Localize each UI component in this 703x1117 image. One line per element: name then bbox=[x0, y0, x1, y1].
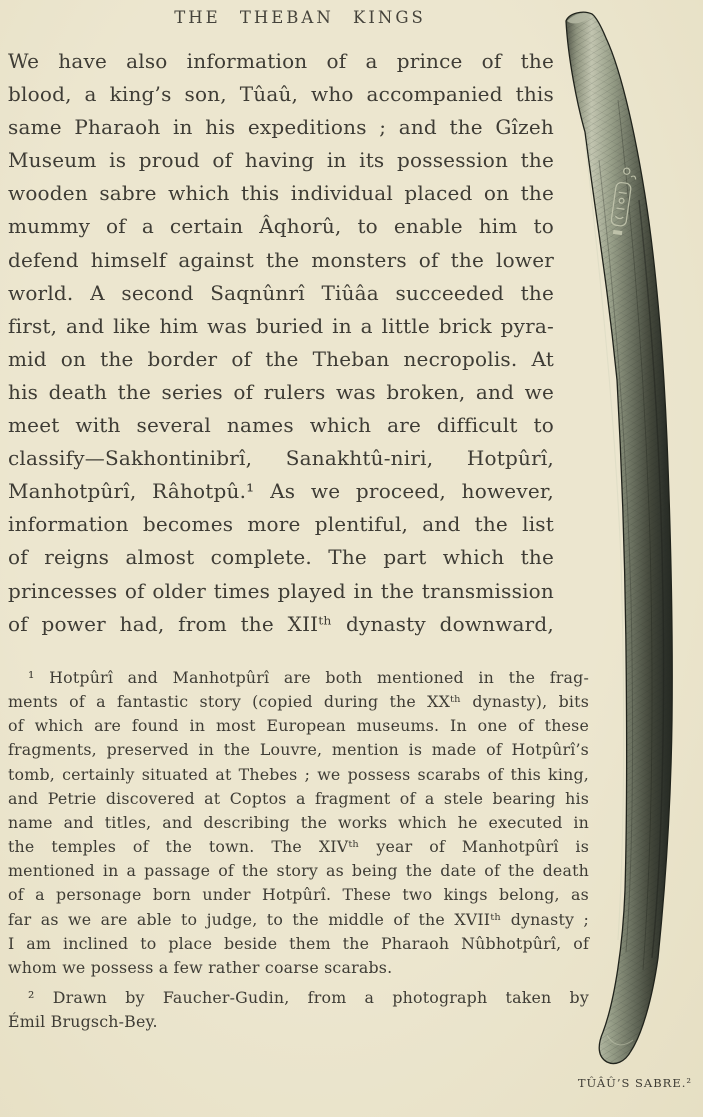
text-line: tomb, certainly situated at Thebes ; we possess scarabs of this king, bbox=[8, 764, 589, 784]
text-line: classify—Sakhontinibrî, Sanakhtû-niri, Hotpûrî, bbox=[8, 446, 554, 471]
text-line: first, and like him was buried in a little brick pyra- bbox=[8, 313, 554, 338]
footnote-2 bbox=[8, 986, 589, 1034]
text-line: mid on the border of the Theban necropolis. At bbox=[8, 346, 554, 371]
body-text bbox=[8, 45, 554, 641]
text-line: meet with several names which are difficult to bbox=[8, 413, 554, 438]
text-line: I am inclined to place beside them the Pharaoh Nûbhotpûrî, of bbox=[8, 933, 589, 953]
text-line: of a personage born under Hotpûrî. These two kings belong, as bbox=[8, 885, 589, 905]
text-line: name and titles, and describing the works which he executed in bbox=[8, 812, 589, 832]
text-line: fragments, preserved in the Louvre, mention is made of Hotpûrî’s bbox=[8, 740, 589, 760]
text-line: far as we are able to judge, to the middle of the XVIIᵗʰ dynasty ; bbox=[8, 909, 589, 929]
text-line: princesses of older times played in the transmission bbox=[8, 578, 554, 603]
text-line: Manhotpûrî, Râhotpû.¹ As we proceed, however, bbox=[8, 479, 554, 504]
text-line: We have also information of a prince of the bbox=[8, 49, 554, 73]
text-line: his death the series of rulers was broken, and we bbox=[8, 379, 554, 404]
text-line: the temples of the town. The XIVᵗʰ year of Manhotpûrî is bbox=[8, 837, 589, 857]
text-line: of which are found in most European museums. In one of these bbox=[8, 716, 589, 736]
text-line: information becomes more plentiful, and the list bbox=[8, 512, 554, 537]
text-line: defend himself against the monsters of the lower bbox=[8, 247, 554, 272]
text-line: blood, a king’s son, Tûaû, who accompanied this bbox=[8, 82, 554, 107]
text-line: same Pharaoh in his expeditions ; and the Gîzeh bbox=[8, 115, 554, 140]
text-line: of power had, from the XIIᵗʰ dynasty downward, bbox=[8, 611, 554, 636]
footnote-1 bbox=[8, 666, 589, 980]
text-line: ments of a fantastic story (copied during the XXᵗʰ dynasty), bits bbox=[8, 692, 589, 712]
text-line: ² Drawn by Faucher-Gudin, from a photograph taken by bbox=[28, 988, 589, 1007]
text-line: mentioned in a passage of the story as being the date of the death bbox=[8, 861, 589, 881]
text-line: wooden sabre which this individual placed on the bbox=[8, 181, 554, 206]
sabre-illustration bbox=[555, 0, 703, 1117]
text-line: world. A second Saqnûnrî Tiûâa succeeded the bbox=[8, 280, 554, 305]
illustration-caption: TÛÂÛ’S SABRE.² bbox=[577, 1076, 692, 1090]
text-line: of reigns almost complete. The part which the bbox=[8, 545, 554, 570]
text-line: Museum is proud of having in its possession the bbox=[8, 148, 554, 173]
text-line: whom we possess a few rather coarse scarabs. bbox=[8, 957, 393, 977]
text-line: Émil Brugsch-Bey. bbox=[8, 1012, 158, 1032]
text-line: ¹ Hotpûrî and Manhotpûrî are both mentioned in the frag- bbox=[28, 668, 589, 687]
text-line: mummy of a certain Âqhorû, to enable him to bbox=[8, 214, 554, 239]
text-line: and Petrie discovered at Coptos a fragment of a stele bearing his bbox=[8, 788, 589, 808]
page-heading: THE THEBAN KINGS bbox=[174, 8, 426, 27]
